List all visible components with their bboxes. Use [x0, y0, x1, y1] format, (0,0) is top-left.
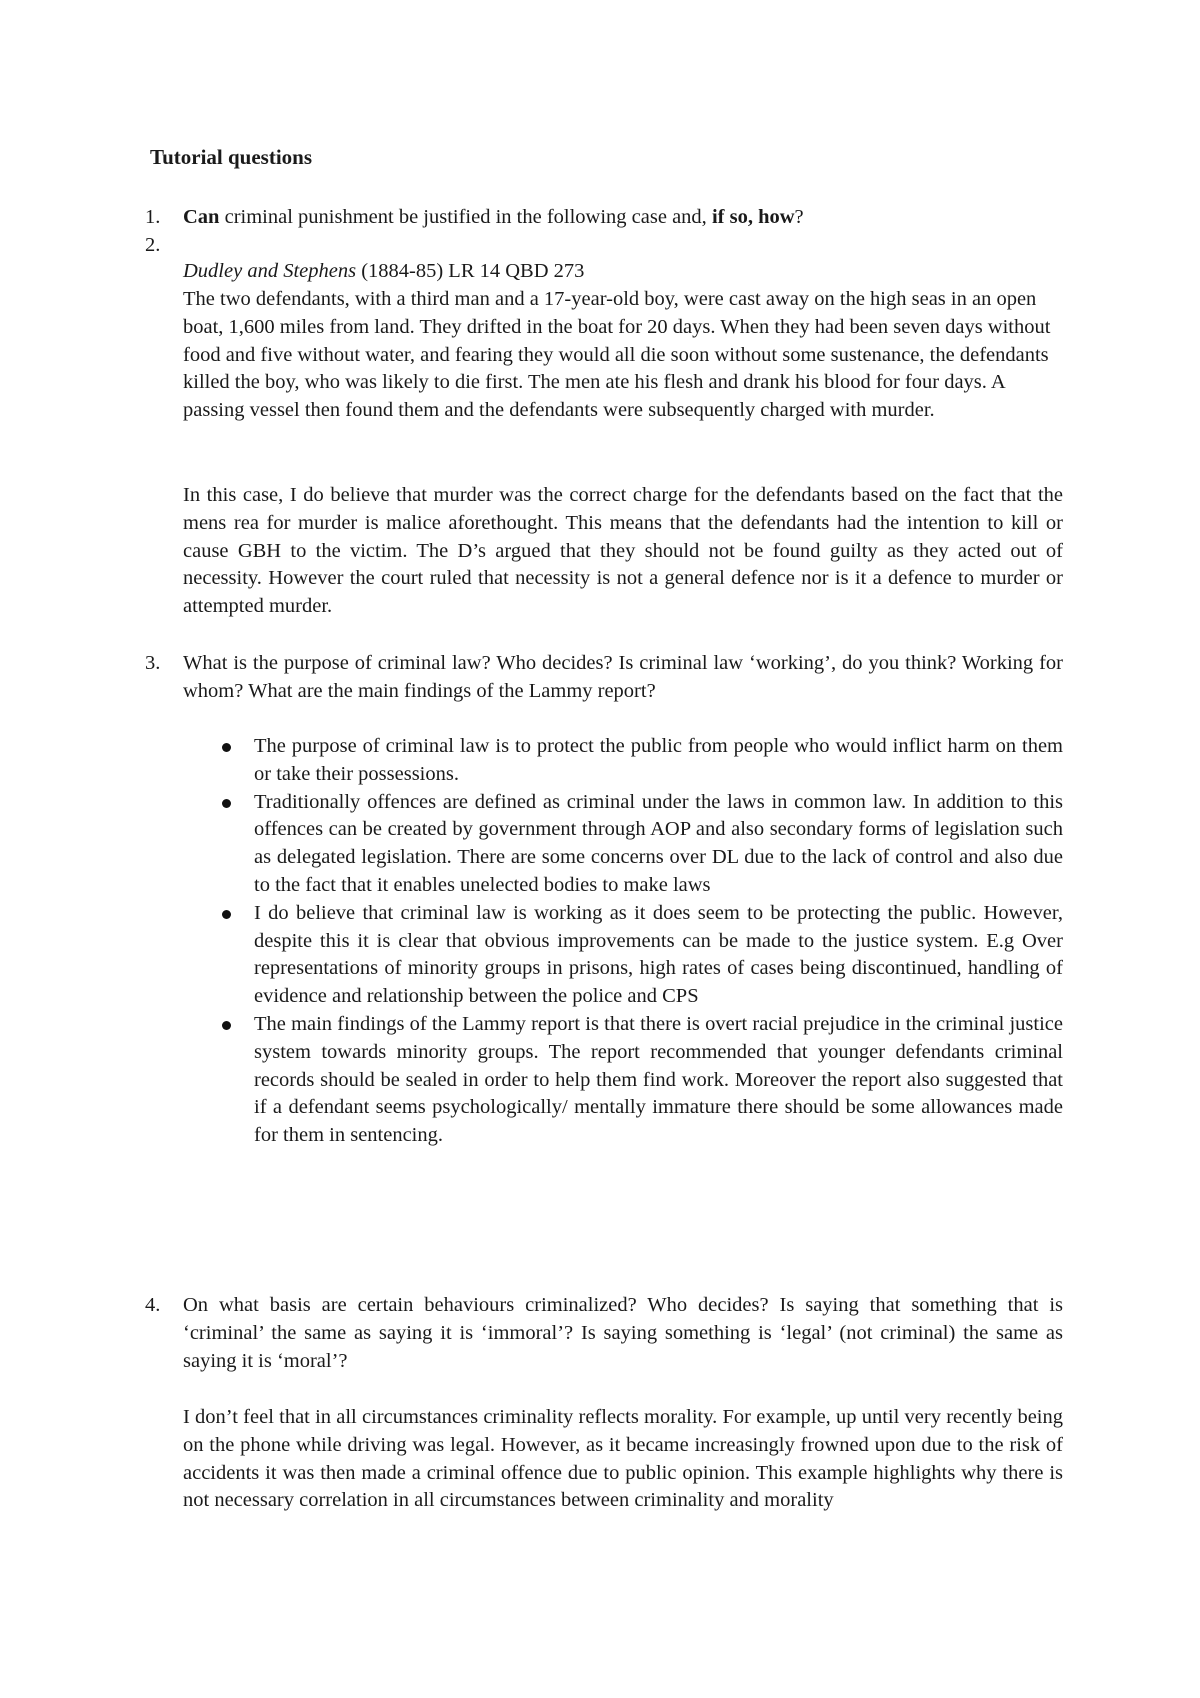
bullet-icon — [222, 799, 231, 808]
page-title: Tutorial questions — [150, 145, 313, 169]
bullet-icon — [222, 910, 231, 919]
q2-facts: The two defendants, with a third man and a 17-year-old boy, were cast away on the high seas in an open boat, 1,600 miles from land. They drifted in the boat for 20 days. When they had been seven days without food and five without water, and fearing they would all die soon without some sustenance, the defendants killed the boy, who was likely to die first. The men ate his flesh and drank his blood for four days. A passing vessel then found them and the defendants were subsequently charged with murder. — [183, 288, 1051, 422]
q3-bullet-text: The purpose of criminal law is to protect the public from people who would inflict harm on them or take their possessions. — [254, 735, 1063, 785]
q1-text-mid: criminal punishment be justified in the following case and, — [219, 206, 712, 228]
q3-question: What is the purpose of criminal law? Who decides? Is criminal law ‘working’, do you think? Working for whom? What are the main findings of the Lammy report? — [183, 652, 1063, 702]
q3-bullet-list — [254, 733, 1063, 1150]
list-item — [254, 733, 1063, 789]
q1-bold-end: if so, how — [711, 206, 795, 228]
q2-case-name: Dudley and Stephens — [183, 260, 357, 282]
q1-text-end: ? — [794, 206, 804, 228]
q4-number: 4. — [145, 1294, 161, 1316]
list-item — [254, 900, 1063, 1011]
q1-bold-start: Can — [183, 206, 220, 228]
q4-question: On what basis are certain behaviours criminalized? Who decides? Is saying that something that is ‘criminal’ the same as saying it is ‘immoral’? Is saying something is ‘legal’ (not criminal) the same as saying it is ‘moral’? — [183, 1294, 1063, 1372]
q2-case-citation: (1884-85) LR 14 QBD 273 — [356, 260, 585, 282]
q4-answer: I don’t feel that in all circumstances criminality reflects morality. For example, up until very recently being on the phone while driving was legal. However, as it became increasingly frowned upon due to the risk of accidents it was then made a criminal offence due to public opinion. This example highlights why there is not necessary correlation in all circumstances between criminality and morality — [183, 1406, 1063, 1512]
q2-number: 2. — [145, 234, 161, 256]
q2-case-heading — [183, 258, 1063, 286]
list-item — [254, 789, 1063, 900]
q3-bullet-text: The main findings of the Lammy report is that there is overt racial prejudice in the criminal justice system towards minority groups. The report recommended that younger defendants criminal records should be sealed in order to help them find work. Moreover the report also suggested that if a defendant seems psychologically/ mentally immature there should be some allowances made for them in sentencing. — [254, 1012, 1063, 1147]
q3-bullet-text: Traditionally offences are defined as criminal under the laws in common law. In addition to this offences can be created by government through AOP and also secondary forms of legislation such as delegated legislation. There are some concerns over DL due to the lack of control and also due to the fact that it enables unelected bodies to make laws — [254, 790, 1063, 896]
list-item — [254, 1011, 1063, 1150]
q1-number: 1. — [145, 206, 161, 228]
bullet-icon — [222, 743, 231, 752]
q1-question — [183, 204, 1063, 232]
q2-answer: In this case, I do believe that murder was the correct charge for the defendants based on the fact that the mens rea for murder is malice aforethought. This means that the defendants had the intention to kill or cause GBH to the victim. The D’s argued that they should not be found guilty as they acted out of necessity. However the court ruled that necessity is not a general defence nor is it a defence to murder or attempted murder. — [183, 484, 1063, 618]
bullet-icon — [222, 1021, 231, 1030]
q3-bullet-text: I do believe that criminal law is working as it does seem to be protecting the public. However, despite this it is clear that obvious improvements can be made to the justice system. E.g Over representations of minority groups in prisons, high rates of cases being discontinued, handling of evidence and relationship between the police and CPS — [254, 901, 1063, 1008]
q3-number: 3. — [145, 652, 161, 674]
